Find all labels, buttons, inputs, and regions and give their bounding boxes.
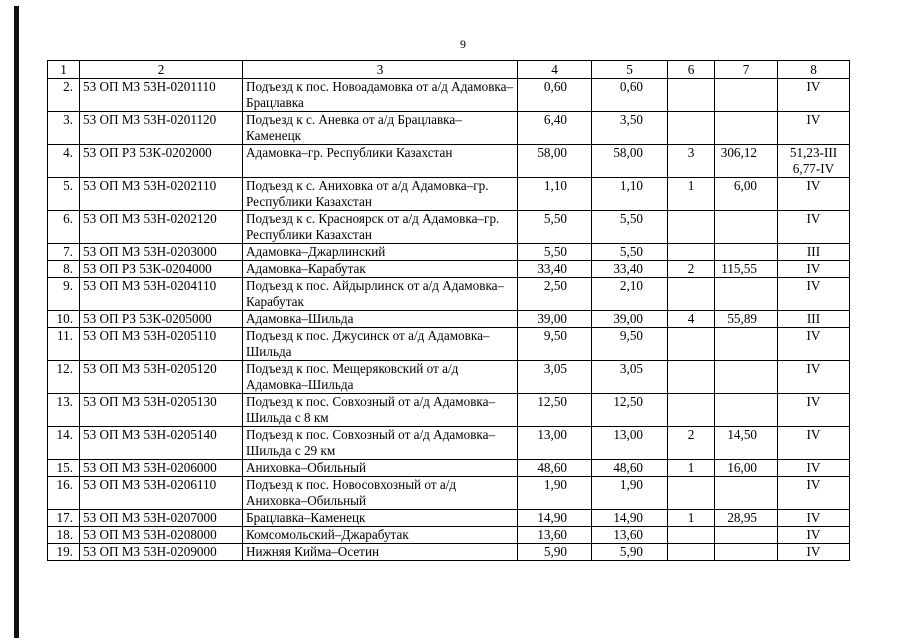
road-name: Аниховка–Обильный xyxy=(243,460,518,477)
header-cell-5: 5 xyxy=(592,61,668,79)
road-category: IV xyxy=(778,112,850,145)
bridge-count: 2 xyxy=(668,261,715,278)
row-number: 2. xyxy=(48,79,80,112)
road-name: Подъезд к с. Красноярск от а/д Адамовка–гр. Республики Казахстан xyxy=(243,211,518,244)
road-name: Подъезд к пос. Мещеряковский от а/д Адамовка–Шильда xyxy=(243,361,518,394)
row-number: 19. xyxy=(48,544,80,561)
road-code: 53 ОП МЗ 53Н-0207000 xyxy=(80,510,243,527)
road-name: Подъезд к пос. Новосовхозный от а/д Аниховка–Обильный xyxy=(243,477,518,510)
length-local: 5,90 xyxy=(592,544,668,561)
road-code: 53 ОП МЗ 53Н-0208000 xyxy=(80,527,243,544)
length-local: 14,90 xyxy=(592,510,668,527)
table-header-row xyxy=(48,61,850,79)
bridge-extent xyxy=(715,527,778,544)
length-local: 12,50 xyxy=(592,394,668,427)
length-total: 1,10 xyxy=(518,178,592,211)
length-total: 5,50 xyxy=(518,211,592,244)
row-number: 14. xyxy=(48,427,80,460)
table-row xyxy=(48,79,850,112)
length-local: 5,50 xyxy=(592,211,668,244)
bridge-count xyxy=(668,112,715,145)
length-local: 2,10 xyxy=(592,278,668,311)
bridge-extent: 55,89 xyxy=(715,311,778,328)
bridge-extent xyxy=(715,244,778,261)
bridge-count xyxy=(668,544,715,561)
bridge-extent: 28,95 xyxy=(715,510,778,527)
road-code: 53 ОП РЗ 53К-0204000 xyxy=(80,261,243,278)
bridge-extent xyxy=(715,79,778,112)
row-number: 13. xyxy=(48,394,80,427)
road-name: Подъезд к пос. Совхозный от а/д Адамовка–Шильда с 8 км xyxy=(243,394,518,427)
roads-table xyxy=(47,60,850,561)
header-cell-7: 7 xyxy=(715,61,778,79)
length-local: 3,05 xyxy=(592,361,668,394)
row-number: 17. xyxy=(48,510,80,527)
length-total: 12,50 xyxy=(518,394,592,427)
length-total: 5,90 xyxy=(518,544,592,561)
road-name: Адамовка–Джарлинский xyxy=(243,244,518,261)
road-category: IV xyxy=(778,394,850,427)
length-local: 9,50 xyxy=(592,328,668,361)
road-name: Адамовка–Карабутак xyxy=(243,261,518,278)
length-local: 13,00 xyxy=(592,427,668,460)
table-row xyxy=(48,112,850,145)
bridge-count xyxy=(668,79,715,112)
road-category: IV xyxy=(778,544,850,561)
table-row xyxy=(48,544,850,561)
row-number: 4. xyxy=(48,145,80,178)
bridge-count xyxy=(668,527,715,544)
table-row xyxy=(48,427,850,460)
length-total: 13,00 xyxy=(518,427,592,460)
page-number: 9 xyxy=(460,37,466,51)
bridge-count xyxy=(668,211,715,244)
length-total: 14,90 xyxy=(518,510,592,527)
row-number: 7. xyxy=(48,244,80,261)
bridge-extent: 16,00 xyxy=(715,460,778,477)
table-row xyxy=(48,261,850,278)
length-local: 13,60 xyxy=(592,527,668,544)
road-name: Подъезд к с. Аневка от а/д Брацлавка–Каменецк xyxy=(243,112,518,145)
row-number: 15. xyxy=(48,460,80,477)
road-code: 53 ОП МЗ 53Н-0203000 xyxy=(80,244,243,261)
bridge-count: 3 xyxy=(668,145,715,178)
scan-edge-bar xyxy=(14,6,19,638)
bridge-extent: 6,00 xyxy=(715,178,778,211)
road-code: 53 ОП МЗ 53Н-0206000 xyxy=(80,460,243,477)
road-category: IV xyxy=(778,278,850,311)
table-row xyxy=(48,311,850,328)
bridge-extent xyxy=(715,544,778,561)
road-name: Подъезд к с. Аниховка от а/д Адамовка–гр. Республики Казахстан xyxy=(243,178,518,211)
length-local: 39,00 xyxy=(592,311,668,328)
bridge-extent xyxy=(715,477,778,510)
table-row xyxy=(48,278,850,311)
length-total: 6,40 xyxy=(518,112,592,145)
road-code: 53 ОП МЗ 53Н-0205110 xyxy=(80,328,243,361)
bridge-extent: 306,12 xyxy=(715,145,778,178)
bridge-count xyxy=(668,244,715,261)
length-total: 58,00 xyxy=(518,145,592,178)
road-category: IV xyxy=(778,427,850,460)
road-name: Подъезд к пос. Айдырлинск от а/д Адамовка–Карабутак xyxy=(243,278,518,311)
road-category: 51,23-III 6,77-IV xyxy=(778,145,850,178)
road-category: IV xyxy=(778,361,850,394)
row-number: 5. xyxy=(48,178,80,211)
road-code: 53 ОП МЗ 53Н-0205120 xyxy=(80,361,243,394)
row-number: 10. xyxy=(48,311,80,328)
road-name: Адамовка–гр. Республики Казахстан xyxy=(243,145,518,178)
row-number: 11. xyxy=(48,328,80,361)
header-cell-3: 3 xyxy=(243,61,518,79)
road-code: 53 ОП МЗ 53Н-0201110 xyxy=(80,79,243,112)
length-total: 48,60 xyxy=(518,460,592,477)
row-number: 6. xyxy=(48,211,80,244)
length-total: 33,40 xyxy=(518,261,592,278)
road-name: Адамовка–Шильда xyxy=(243,311,518,328)
table-row xyxy=(48,477,850,510)
road-category: IV xyxy=(778,510,850,527)
header-cell-4: 4 xyxy=(518,61,592,79)
table-row xyxy=(48,178,850,211)
header-cell-2: 2 xyxy=(80,61,243,79)
bridge-extent xyxy=(715,211,778,244)
table-row xyxy=(48,527,850,544)
bridge-extent xyxy=(715,278,778,311)
road-name: Подъезд к пос. Совхозный от а/д Адамовка–Шильда с 29 км xyxy=(243,427,518,460)
road-category: III xyxy=(778,311,850,328)
bridge-count: 1 xyxy=(668,178,715,211)
length-total: 3,05 xyxy=(518,361,592,394)
road-name: Подъезд к пос. Джусинск от а/д Адамовка–Шильда xyxy=(243,328,518,361)
road-code: 53 ОП МЗ 53Н-0209000 xyxy=(80,544,243,561)
road-code: 53 ОП РЗ 53К-0205000 xyxy=(80,311,243,328)
table-row xyxy=(48,244,850,261)
road-name: Подъезд к пос. Новоадамовка от а/д Адамовка–Брацлавка xyxy=(243,79,518,112)
road-code: 53 ОП МЗ 53Н-0204110 xyxy=(80,278,243,311)
row-number: 3. xyxy=(48,112,80,145)
length-local: 0,60 xyxy=(592,79,668,112)
header-cell-8: 8 xyxy=(778,61,850,79)
table-row xyxy=(48,211,850,244)
road-category: IV xyxy=(778,211,850,244)
length-total: 1,90 xyxy=(518,477,592,510)
road-category: IV xyxy=(778,328,850,361)
road-code: 53 ОП МЗ 53Н-0205130 xyxy=(80,394,243,427)
length-total: 9,50 xyxy=(518,328,592,361)
table-row xyxy=(48,510,850,527)
bridge-count: 1 xyxy=(668,510,715,527)
bridge-extent: 115,55 xyxy=(715,261,778,278)
road-code: 53 ОП МЗ 53Н-0202110 xyxy=(80,178,243,211)
length-local: 33,40 xyxy=(592,261,668,278)
bridge-extent xyxy=(715,361,778,394)
length-total: 2,50 xyxy=(518,278,592,311)
road-category: IV xyxy=(778,460,850,477)
bridge-extent xyxy=(715,112,778,145)
bridge-count: 1 xyxy=(668,460,715,477)
length-local: 1,90 xyxy=(592,477,668,510)
bridge-extent xyxy=(715,394,778,427)
bridge-count xyxy=(668,361,715,394)
row-number: 8. xyxy=(48,261,80,278)
length-local: 48,60 xyxy=(592,460,668,477)
header-cell-6: 6 xyxy=(668,61,715,79)
length-local: 1,10 xyxy=(592,178,668,211)
bridge-count: 4 xyxy=(668,311,715,328)
table-row xyxy=(48,361,850,394)
table-row xyxy=(48,145,850,178)
road-code: 53 ОП МЗ 53Н-0206110 xyxy=(80,477,243,510)
table-row xyxy=(48,460,850,477)
length-total: 39,00 xyxy=(518,311,592,328)
road-code: 53 ОП РЗ 53К-0202000 xyxy=(80,145,243,178)
length-local: 3,50 xyxy=(592,112,668,145)
bridge-count xyxy=(668,477,715,510)
row-number: 16. xyxy=(48,477,80,510)
bridge-count xyxy=(668,394,715,427)
road-category: IV xyxy=(778,477,850,510)
road-code: 53 ОП МЗ 53Н-0202120 xyxy=(80,211,243,244)
road-name: Брацлавка–Каменецк xyxy=(243,510,518,527)
road-code: 53 ОП МЗ 53Н-0201120 xyxy=(80,112,243,145)
road-category: IV xyxy=(778,527,850,544)
bridge-count: 2 xyxy=(668,427,715,460)
road-category: IV xyxy=(778,261,850,278)
road-category: IV xyxy=(778,178,850,211)
road-category: IV xyxy=(778,79,850,112)
length-local: 58,00 xyxy=(592,145,668,178)
length-total: 5,50 xyxy=(518,244,592,261)
road-category: III xyxy=(778,244,850,261)
bridge-count xyxy=(668,278,715,311)
table-row xyxy=(48,328,850,361)
row-number: 12. xyxy=(48,361,80,394)
bridge-extent: 14,50 xyxy=(715,427,778,460)
length-total: 13,60 xyxy=(518,527,592,544)
row-number: 9. xyxy=(48,278,80,311)
road-code: 53 ОП МЗ 53Н-0205140 xyxy=(80,427,243,460)
table-row xyxy=(48,394,850,427)
row-number: 18. xyxy=(48,527,80,544)
bridge-extent xyxy=(715,328,778,361)
road-name: Комсомольский–Джарабутак xyxy=(243,527,518,544)
length-local: 5,50 xyxy=(592,244,668,261)
header-cell-1: 1 xyxy=(48,61,80,79)
road-name: Нижняя Кийма–Осетин xyxy=(243,544,518,561)
length-total: 0,60 xyxy=(518,79,592,112)
bridge-count xyxy=(668,328,715,361)
